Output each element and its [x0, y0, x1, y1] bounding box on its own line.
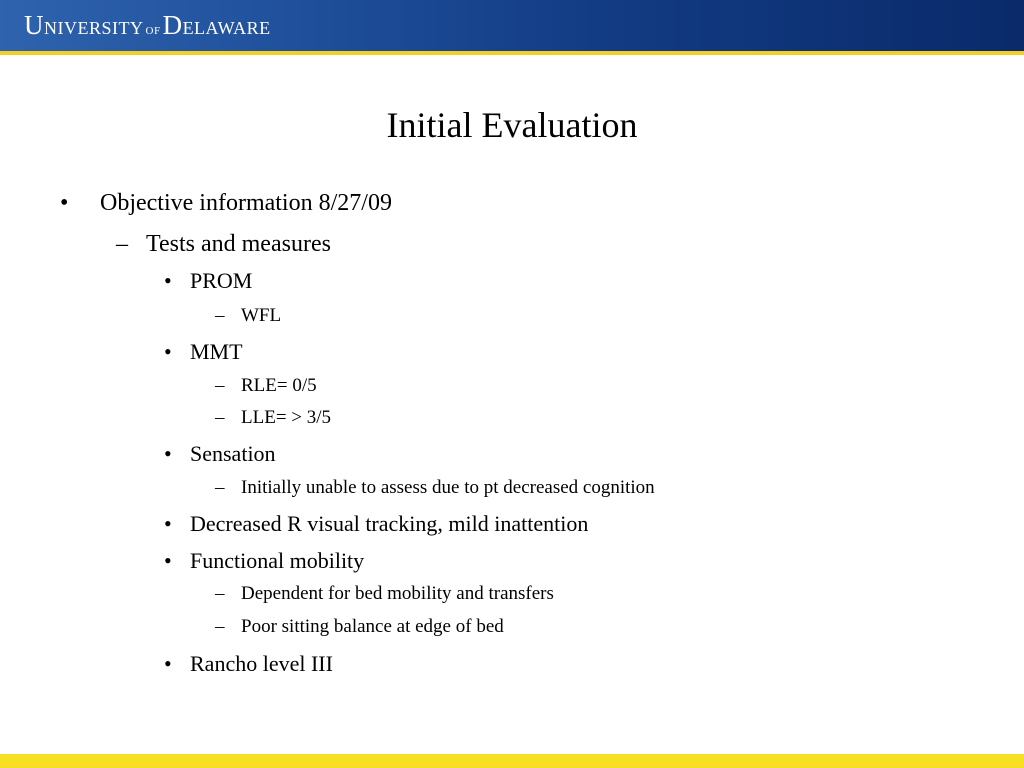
outline-item-text: WFL — [241, 305, 282, 326]
dash-marker: – — [215, 616, 225, 637]
outline-item-text: Functional mobility — [190, 548, 365, 573]
outline-item — [116, 230, 331, 258]
bullet-marker: • — [164, 268, 172, 293]
outline-item-text: Decreased R visual tracking, mild inattention — [190, 511, 589, 536]
outline-item — [215, 583, 554, 605]
outline-item-text: Tests and measures — [146, 231, 331, 257]
footer-band — [0, 754, 1024, 768]
logo-letter-u: U — [24, 10, 44, 40]
outline-item-text: Sensation — [190, 441, 276, 466]
outline-item — [215, 407, 331, 429]
dash-marker: – — [215, 407, 225, 428]
bullet-marker: • — [164, 441, 172, 466]
outline-item — [164, 548, 364, 574]
outline-item-text: Objective information 8/27/09 — [100, 190, 392, 216]
outline-item-text: LLE= > 3/5 — [241, 407, 332, 428]
bullet-marker: • — [60, 190, 69, 216]
outline-item-text: RLE= 0/5 — [241, 375, 317, 396]
outline-item — [164, 339, 243, 365]
outline-item — [164, 268, 252, 294]
outline-item — [215, 305, 281, 327]
outline-item-text: PROM — [190, 268, 253, 293]
outline-item-text: Poor sitting balance at edge of bed — [241, 616, 504, 637]
outline-item — [60, 189, 392, 217]
logo-text-niversity: NIVERSITY — [44, 18, 144, 38]
outline-item-text: Rancho level III — [190, 651, 333, 676]
logo-text-elaware: ELAWARE — [182, 18, 271, 38]
dash-marker: – — [215, 583, 225, 604]
outline-item-text: MMT — [190, 339, 243, 364]
outline-item — [215, 375, 317, 397]
outline-item — [164, 441, 276, 467]
outline-item — [164, 651, 333, 677]
outline-item — [215, 477, 655, 499]
bullet-marker: • — [164, 651, 172, 676]
dash-marker: – — [215, 305, 225, 326]
dash-marker: – — [215, 477, 225, 498]
dash-marker: – — [116, 231, 128, 257]
outline-item-text: Dependent for bed mobility and transfers — [241, 583, 554, 604]
outline-item-text: Initially unable to assess due to pt decreased cognition — [241, 477, 655, 498]
bullet-marker: • — [164, 511, 172, 536]
dash-marker: – — [215, 375, 225, 396]
logo-letter-d: D — [162, 10, 183, 40]
bullet-marker: • — [164, 548, 172, 573]
logo-text-of: OF — [145, 25, 161, 37]
outline-item — [164, 511, 588, 537]
slide-title: Initial Evaluation — [386, 105, 638, 145]
bullet-marker: • — [164, 339, 172, 364]
outline-item — [215, 616, 504, 638]
